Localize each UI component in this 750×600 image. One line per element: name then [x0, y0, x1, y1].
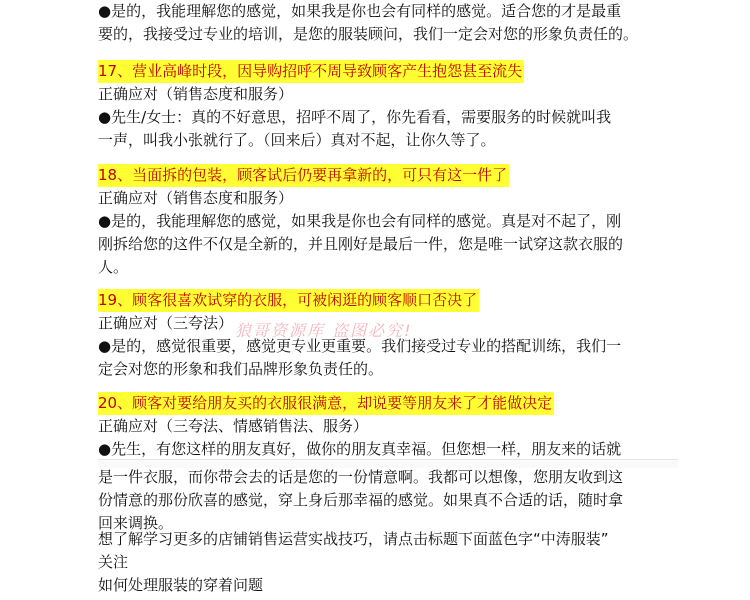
text-line: 份情意的那份欣喜的感觉，穿上身后那幸福的感觉。如果真不合适的话，随时拿 [98, 491, 624, 509]
section-heading: 18、当面拆的包装，顾客试后仍要再拿新的，可只有这一件了 [98, 164, 509, 187]
text-line: 定会对您的形象和我们品牌形象负责任的。 [98, 360, 384, 378]
response-label: 正确应对（销售态度和服务） [98, 189, 294, 207]
text-line: 关注 [98, 553, 129, 571]
intro-paragraph [98, 0, 658, 46]
text-line: ●先生/女士：真的不好意思，招呼不周了，你先看看，需要服务的时候就叫我 [98, 108, 612, 126]
section-heading: 17、营业高峰时段，因导购招呼不周导致顾客产生抱怨甚至流失 [98, 60, 524, 83]
text-line: 要的，我接受过专业的培训，是您的服装顾问，我们一定会对您的形象负责任的。 [98, 25, 639, 43]
text-line: ●先生，有您这样的朋友真好，做你的朋友真幸福。但您想一样，朋友来的话就 [98, 440, 622, 458]
watermark: 狼哥资源库 盗图必究! [235, 321, 413, 340]
response-label: 正确应对（销售态度和服务） [98, 85, 294, 103]
section-heading: 19、顾客很喜欢试穿的衣服，可被闲逛的顾客顺口否决了 [98, 289, 479, 312]
text-line: 是一件衣服，而你带会去的话是您的一份情意啊。我都可以想像，您朋友收到这 [98, 468, 624, 486]
text-line: 人。 [98, 258, 129, 276]
text-line: 一声，叫我小张就行了。（回来后）真对不起，让你久等了。 [98, 131, 496, 149]
text-line: 如何处理服装的穿着问题 [98, 576, 264, 594]
response-label: 正确应对（三夸法） [98, 314, 234, 332]
response-label: 正确应对（三夸法、情感销售法、服务） [98, 417, 369, 435]
section-20-continued [98, 466, 658, 535]
text-line: 刚拆给您的这件不仅是全新的，并且刚好是最后一件，您是唯一试穿这款衣服的 [98, 235, 624, 253]
text-line: 回来调换。 [98, 514, 174, 532]
section-17 [98, 60, 658, 152]
section-18 [98, 164, 658, 279]
text-line: ●是的，我能理解您的感觉，如果我是你也会有同样的感觉。真是对不起了，刚 [98, 212, 622, 230]
text-line: 想了解学习更多的店铺销售运营实战技巧，请点击标题下面蓝色字“中涛服装” [98, 530, 609, 548]
section-heading: 20、顾客对要给朋友买的衣服很满意，却说要等朋友来了才能做决定 [98, 392, 554, 415]
text-line: ●是的，感觉很重要，感觉更专业更重要。我们接受过专业的搭配训练，我们一 [98, 337, 622, 355]
footer-paragraph [98, 528, 658, 597]
text-line: ●是的，我能理解您的感觉，如果我是你也会有同样的感觉。适合您的才是最重 [98, 2, 622, 20]
section-20 [98, 392, 658, 461]
